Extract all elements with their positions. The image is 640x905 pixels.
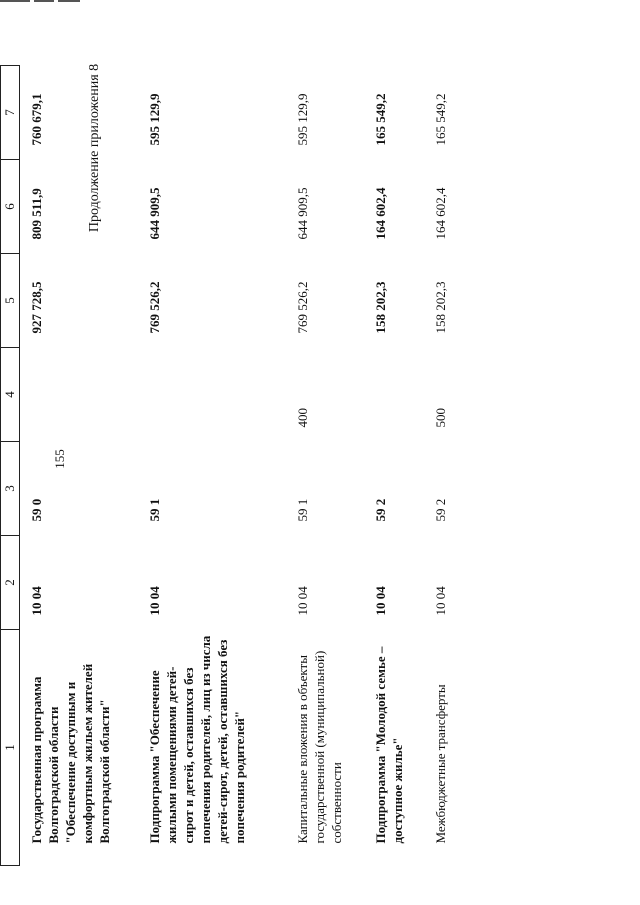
cell-value-7: 760 679,1 bbox=[29, 93, 44, 146]
header-col-5: 5 bbox=[1, 254, 20, 348]
header-col-4: 4 bbox=[1, 348, 20, 442]
page-number: 155 bbox=[52, 449, 67, 469]
table-header-row bbox=[1, 66, 20, 866]
cell-value-7: 165 549,2 bbox=[373, 93, 388, 146]
cell-value-6: 644 909,5 bbox=[147, 187, 162, 240]
cell-type: 500 bbox=[433, 408, 448, 428]
cell-value-5: 158 202,3 bbox=[433, 281, 448, 334]
cell-target: 59 1 bbox=[147, 498, 162, 522]
header-col-6: 6 bbox=[1, 160, 20, 254]
cell-value-6: 164 602,4 bbox=[373, 187, 388, 240]
row-name: Капитальные вложения в объекты государственной (муниципальной) собственности bbox=[295, 650, 344, 844]
cell-type bbox=[138, 348, 286, 442]
cell-section: 10 04 bbox=[433, 586, 448, 616]
cell-value-5: 927 728,5 bbox=[29, 281, 44, 334]
cell-section: 10 04 bbox=[373, 586, 388, 616]
appendix-caption: Продолжение приложения 8 bbox=[87, 63, 102, 233]
row-name: Государственная программа Волгоградской области "Обеспечение доступным и комфортным жильем жителей Волгоградской области" bbox=[29, 663, 112, 844]
cell-value-5: 158 202,3 bbox=[373, 281, 388, 334]
table-row bbox=[424, 66, 462, 866]
cell-value-6: 164 602,4 bbox=[433, 187, 448, 240]
table-row bbox=[20, 66, 139, 866]
budget-table bbox=[0, 65, 462, 866]
cell-type bbox=[20, 348, 139, 442]
header-col-2: 2 bbox=[1, 536, 20, 630]
header-col-3: 3 bbox=[1, 442, 20, 536]
header-col-7: 7 bbox=[1, 66, 20, 160]
row-name: Подпрограмма "Обеспечение жилыми помещениями детей-сирот и детей, оставшихся без попечения родителей, лиц из числа детей-сирот, детей, оставшихся без попечения родителей" bbox=[147, 635, 247, 844]
cell-section: 10 04 bbox=[147, 586, 162, 616]
cell-type bbox=[364, 348, 424, 442]
cell-value-6: 644 909,5 bbox=[295, 187, 310, 240]
table-row bbox=[364, 66, 424, 866]
cell-value-7: 595 129,9 bbox=[295, 93, 310, 146]
cell-target: 59 0 bbox=[29, 498, 44, 522]
cell-value-5: 769 526,2 bbox=[147, 281, 162, 334]
cell-value-7: 595 129,9 bbox=[147, 93, 162, 146]
cell-section: 10 04 bbox=[29, 586, 44, 616]
table-row bbox=[138, 66, 286, 866]
cell-target: 59 2 bbox=[433, 498, 448, 522]
cell-type: 400 bbox=[295, 408, 310, 428]
cell-value-7: 165 549,2 bbox=[433, 93, 448, 146]
row-name: Подпрограмма "Молодой семье – доступное жилье" bbox=[373, 646, 405, 844]
cell-value-5: 769 526,2 bbox=[295, 281, 310, 334]
table-row bbox=[286, 66, 364, 866]
cell-section: 10 04 bbox=[295, 586, 310, 616]
cell-target: 59 1 bbox=[295, 498, 310, 522]
cell-target: 59 2 bbox=[373, 498, 388, 522]
row-name: Межбюджетные трансферты bbox=[433, 684, 448, 844]
header-col-1: 1 bbox=[1, 630, 20, 866]
cell-value-6: 809 511,9 bbox=[29, 188, 44, 240]
